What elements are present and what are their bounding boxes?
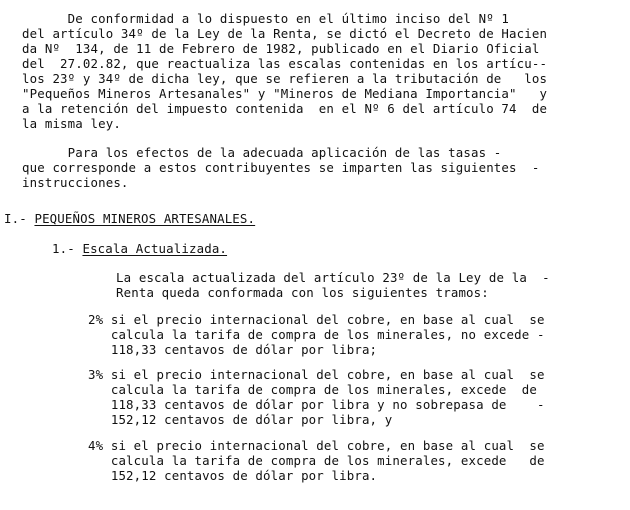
- intro-line: De conformidad a lo dispuesto en el último inciso del Nº 1: [22, 11, 510, 26]
- tramo-line: 152,12 centavos de dólar por libra, y: [88, 412, 393, 427]
- paragraph-line: Para los efectos de la adecuada aplicación de las tasas -: [22, 145, 502, 160]
- intro-line: "Pequeños Mineros Artesanales" y "Mineros de Mediana Importancia" y: [22, 86, 548, 101]
- intro-line: la misma ley.: [22, 116, 121, 131]
- intro-line: los 23º y 34º de dicha ley, que se refieren a la tributación de los: [22, 71, 548, 86]
- tramo-line: calcula la tarifa de compra de los minerales, excede de: [88, 453, 545, 468]
- paragraph-line: instrucciones.: [22, 175, 129, 190]
- tramo-line: calcula la tarifa de compra de los minerales, excede de: [88, 382, 537, 397]
- escala-intro-line: Renta queda conformada con los siguientes tramos:: [116, 285, 489, 300]
- tramo-line: 152,12 centavos de dólar por libra.: [88, 468, 378, 483]
- tramo-line: calcula la tarifa de compra de los minerales, no excede -: [88, 327, 545, 342]
- intro-line: del 27.02.82, que reactualiza las escalas contenidas en los artícu--: [22, 56, 548, 71]
- tramo-line: 4% si el precio internacional del cobre, en base al cual se: [88, 438, 545, 453]
- tramo-line: 118,33 centavos de dólar por libra y no sobrepasa de -: [88, 397, 545, 412]
- intro-line: a la retención del impuesto contenida en el Nº 6 del artículo 74 de: [22, 101, 548, 116]
- subsection-title: Escala Actualizada.: [82, 241, 228, 256]
- tramo-line: 118,33 centavos de dólar por libra;: [88, 342, 378, 357]
- section-heading: [4, 211, 255, 226]
- subsection-number: 1.-: [52, 241, 83, 256]
- intro-line: da Nº 134, de 11 de Febrero de 1982, publicado en el Diario Oficial: [22, 41, 540, 56]
- intro-line: del artículo 34º de la Ley de la Renta, se dictó el Decreto de Hacien: [22, 26, 548, 41]
- tramo-line: 2% si el precio internacional del cobre, en base al cual se: [88, 312, 545, 327]
- subsection-heading: [52, 241, 227, 256]
- escala-intro-line: La escala actualizada del artículo 23º de la Ley de la -: [116, 270, 550, 285]
- paragraph-line: que corresponde a estos contribuyentes se imparten las siguientes -: [22, 160, 540, 175]
- section-number: I.-: [4, 211, 35, 226]
- section-title: PEQUEÑOS MINEROS ARTESANALES.: [34, 211, 256, 226]
- tramo-line: 3% si el precio internacional del cobre, en base al cual se: [88, 367, 545, 382]
